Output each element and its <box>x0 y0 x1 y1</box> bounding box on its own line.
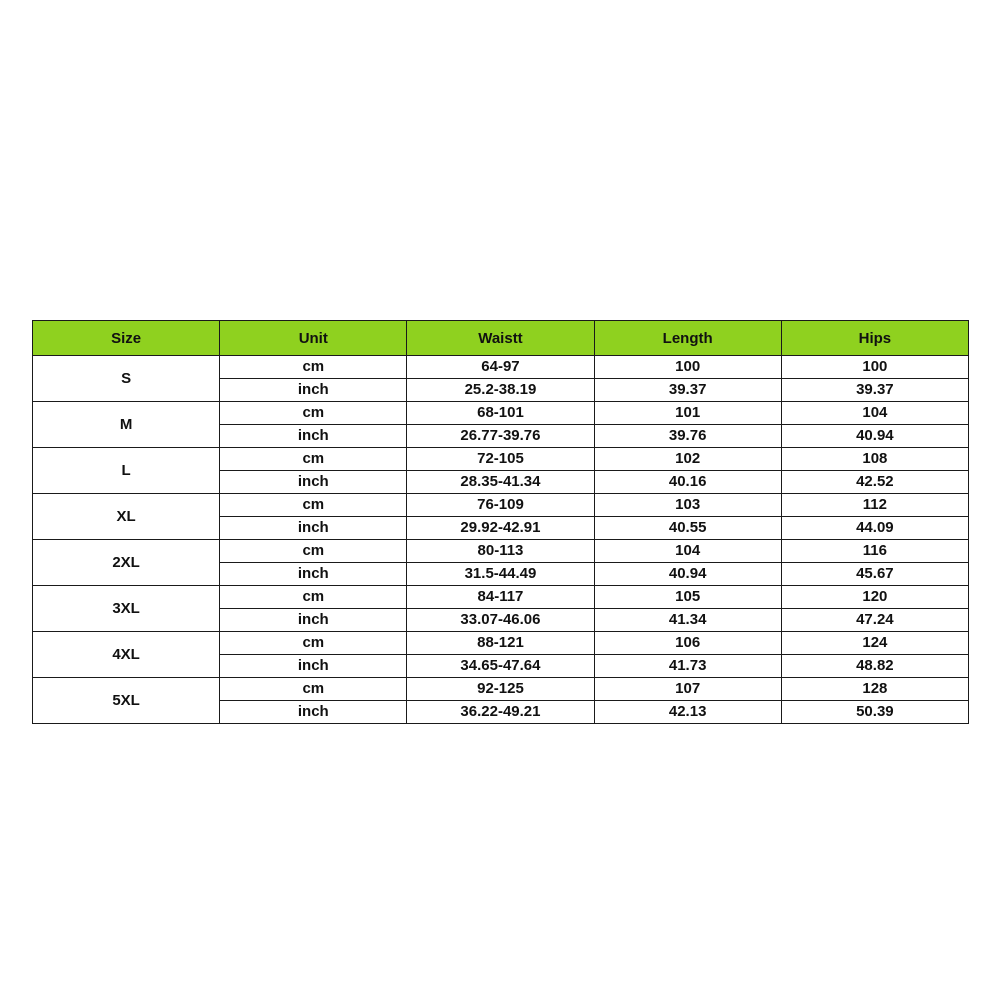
hips-cell: 112 <box>781 494 968 517</box>
hips-cell: 124 <box>781 632 968 655</box>
unit-cell: cm <box>220 448 407 471</box>
hips-cell: 116 <box>781 540 968 563</box>
length-cell: 41.34 <box>594 609 781 632</box>
unit-cell: inch <box>220 379 407 402</box>
unit-cell: inch <box>220 563 407 586</box>
length-cell: 39.37 <box>594 379 781 402</box>
waist-cell: 28.35-41.34 <box>407 471 594 494</box>
size-cell: 3XL <box>33 586 220 632</box>
length-cell: 42.13 <box>594 701 781 724</box>
waist-cell: 68-101 <box>407 402 594 425</box>
hips-cell: 39.37 <box>781 379 968 402</box>
waist-cell: 34.65-47.64 <box>407 655 594 678</box>
length-cell: 40.16 <box>594 471 781 494</box>
unit-cell: cm <box>220 494 407 517</box>
waist-cell: 36.22-49.21 <box>407 701 594 724</box>
length-cell: 100 <box>594 356 781 379</box>
table-row <box>33 586 969 609</box>
length-cell: 107 <box>594 678 781 701</box>
waist-cell: 26.77-39.76 <box>407 425 594 448</box>
size-cell: M <box>33 402 220 448</box>
size-cell: 2XL <box>33 540 220 586</box>
waist-cell: 64-97 <box>407 356 594 379</box>
hips-cell: 108 <box>781 448 968 471</box>
size-cell: 4XL <box>33 632 220 678</box>
length-cell: 39.76 <box>594 425 781 448</box>
hips-cell: 100 <box>781 356 968 379</box>
column-header-size: Size <box>33 321 220 356</box>
hips-cell: 40.94 <box>781 425 968 448</box>
waist-cell: 72-105 <box>407 448 594 471</box>
size-cell: L <box>33 448 220 494</box>
hips-cell: 104 <box>781 402 968 425</box>
table-row <box>33 540 969 563</box>
size-cell: XL <box>33 494 220 540</box>
size-cell: 5XL <box>33 678 220 724</box>
unit-cell: inch <box>220 701 407 724</box>
waist-cell: 29.92-42.91 <box>407 517 594 540</box>
hips-cell: 48.82 <box>781 655 968 678</box>
table-row <box>33 632 969 655</box>
table-row <box>33 448 969 471</box>
length-cell: 40.94 <box>594 563 781 586</box>
column-header-hips: Hips <box>781 321 968 356</box>
length-cell: 101 <box>594 402 781 425</box>
length-cell: 104 <box>594 540 781 563</box>
unit-cell: inch <box>220 655 407 678</box>
header-row <box>33 321 969 356</box>
length-cell: 40.55 <box>594 517 781 540</box>
size-chart-table <box>32 320 969 724</box>
waist-cell: 31.5-44.49 <box>407 563 594 586</box>
table-header <box>33 321 969 356</box>
unit-cell: inch <box>220 471 407 494</box>
unit-cell: cm <box>220 586 407 609</box>
hips-cell: 50.39 <box>781 701 968 724</box>
unit-cell: cm <box>220 540 407 563</box>
unit-cell: cm <box>220 356 407 379</box>
waist-cell: 25.2-38.19 <box>407 379 594 402</box>
table-row <box>33 402 969 425</box>
unit-cell: cm <box>220 632 407 655</box>
table-row <box>33 494 969 517</box>
length-cell: 105 <box>594 586 781 609</box>
hips-cell: 120 <box>781 586 968 609</box>
size-cell: S <box>33 356 220 402</box>
column-header-waistt: Waistt <box>407 321 594 356</box>
waist-cell: 88-121 <box>407 632 594 655</box>
hips-cell: 47.24 <box>781 609 968 632</box>
waist-cell: 84-117 <box>407 586 594 609</box>
hips-cell: 45.67 <box>781 563 968 586</box>
column-header-unit: Unit <box>220 321 407 356</box>
unit-cell: cm <box>220 678 407 701</box>
length-cell: 103 <box>594 494 781 517</box>
table-body <box>33 356 969 724</box>
column-header-length: Length <box>594 321 781 356</box>
hips-cell: 42.52 <box>781 471 968 494</box>
waist-cell: 33.07-46.06 <box>407 609 594 632</box>
unit-cell: inch <box>220 425 407 448</box>
length-cell: 41.73 <box>594 655 781 678</box>
unit-cell: inch <box>220 517 407 540</box>
unit-cell: inch <box>220 609 407 632</box>
waist-cell: 80-113 <box>407 540 594 563</box>
hips-cell: 128 <box>781 678 968 701</box>
waist-cell: 76-109 <box>407 494 594 517</box>
hips-cell: 44.09 <box>781 517 968 540</box>
table-row <box>33 356 969 379</box>
length-cell: 106 <box>594 632 781 655</box>
waist-cell: 92-125 <box>407 678 594 701</box>
table-row <box>33 678 969 701</box>
unit-cell: cm <box>220 402 407 425</box>
length-cell: 102 <box>594 448 781 471</box>
